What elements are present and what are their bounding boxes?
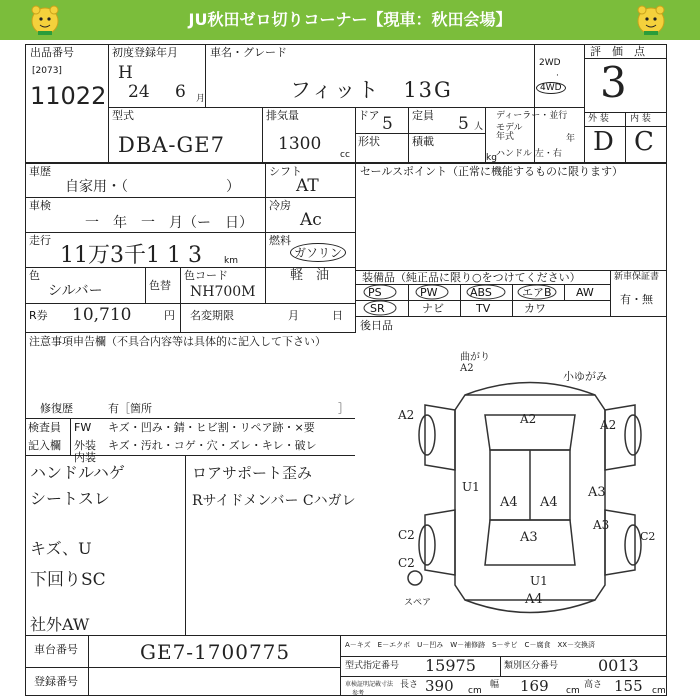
rule (265, 163, 266, 303)
handle-label: ハンドル 左・右 (496, 149, 562, 159)
recycle-unit: 円 (164, 309, 175, 322)
interior-value: C (634, 127, 654, 157)
diagram-top-right: 小ゆがみ (563, 370, 607, 383)
header-title: JU秋田ゼロ切りコーナー【現車：秋田会場】 (188, 10, 512, 29)
diagram-mark-8: A3 (520, 530, 538, 545)
remark-right-2: Rサイドメンバー Cハガレ (192, 493, 356, 509)
first-reg-label: 初度登録年月 (112, 46, 178, 59)
first-reg-month: 6 (175, 82, 186, 102)
diagram-mark-14: C2 (640, 530, 656, 543)
ac-value: Ac (300, 210, 322, 230)
rule (262, 108, 263, 162)
fuel-value-diesel: 軽 油 (290, 268, 330, 283)
mileage-value: 11万3千1 1 3 (60, 243, 202, 268)
diagram-mark-2: A2 (520, 412, 537, 426)
displacement-value: 1300 (278, 134, 322, 154)
repair-label: 修復歴 (40, 402, 73, 415)
diagram-mark-13: A4 (525, 592, 543, 607)
car-diagram (395, 350, 665, 630)
equipment-tv: TV (476, 302, 491, 315)
diagram-mark-5: A4 (500, 495, 518, 510)
dims-label: 車検証明記載寸法 (345, 681, 394, 688)
displacement-label: 排気量 (266, 109, 299, 122)
rule (25, 162, 667, 164)
displacement-unit: cc (340, 150, 350, 160)
rule (625, 112, 626, 162)
lot-label: 出品番号 (30, 46, 74, 59)
name-label: 車名・グレード (210, 46, 287, 59)
recycle-label: R券 (29, 309, 48, 322)
name-change-day: 日 (332, 309, 343, 322)
diagram-mark-12: U1 (530, 574, 548, 588)
diagram-mark-7: A3 (588, 485, 606, 500)
equipment-circles (362, 284, 662, 317)
inspector-fw: FW (74, 421, 92, 434)
type-spec-label: 型式指定番号 (345, 661, 400, 671)
inspector-entry-label: 記入欄 (28, 439, 61, 452)
reg-label: 登録番号 (34, 675, 78, 688)
type-spec-value: 15975 (425, 656, 476, 675)
equipment-label: 装備品（純正品に限り○をつけてください） (362, 271, 581, 284)
inspector-inside: 内装 (74, 451, 96, 464)
exterior-label: 外 装 (588, 114, 609, 124)
mileage-label: 走行 (29, 234, 51, 247)
name-change-month: 月 (288, 309, 299, 322)
equipment-sr: SR (370, 302, 385, 315)
chassis-value: GE7-1700775 (140, 640, 291, 664)
repair-value: 有［箇所 (108, 402, 152, 415)
class-label: 類別区分番号 (504, 661, 559, 671)
remark-left-1: ハンドルハゲ (30, 463, 125, 482)
new-car-value: 有・無 (620, 293, 653, 306)
capacity-unit: 人 (474, 122, 484, 132)
shift-value: AT (296, 176, 319, 196)
rule (408, 108, 409, 162)
rule (355, 108, 356, 162)
rule (25, 232, 355, 233)
length-label: 長さ (400, 680, 419, 690)
equipment-abs: ABS (470, 286, 492, 299)
width-label: 幅 (490, 680, 500, 690)
rule (500, 656, 501, 676)
rule (205, 44, 206, 108)
diagram-mark-1: A2 (398, 408, 415, 422)
model-year-unit: 年 (566, 134, 576, 144)
drive-dot: · (556, 71, 559, 81)
inspector-outside: 外装 (74, 439, 96, 452)
inspection-label: 車検 (29, 199, 51, 212)
colorcode-label: 色コード (184, 269, 228, 282)
colorcode-value: NH700M (190, 284, 256, 300)
shape-label: 形状 (358, 135, 380, 148)
rule (534, 107, 584, 108)
color-change-label: 色替 (149, 279, 171, 292)
history-label: 車歴 (29, 165, 51, 178)
height-value: 155 (614, 677, 643, 695)
diagram-mark-3: A2 (600, 418, 617, 432)
later-label: 後日品 (360, 319, 393, 332)
equipment-pw: PW (420, 286, 438, 299)
diagram-top-left: 曲がり A2 (460, 352, 490, 374)
diagram-mark-6: A4 (540, 495, 558, 510)
diagram-mark-9: A3 (593, 518, 610, 532)
load-unit: kg (486, 153, 497, 163)
rule (25, 197, 355, 198)
drive-4wd: 4WD (536, 82, 566, 94)
chassis-label: 車台番号 (34, 643, 78, 656)
rule (88, 635, 89, 696)
rule (185, 455, 186, 635)
name-change-label: 名変期限 (190, 309, 234, 322)
remark-left-5: 社外AW (30, 615, 90, 634)
caution-label: 注意事項申告欄（不具合内容等は具体的に記入して下さい） (29, 335, 326, 348)
width-value: 169 (520, 677, 549, 695)
fuel-value-gasoline: ガソリン (290, 243, 346, 262)
type-value: DBA-GE7 (118, 133, 225, 157)
capacity-value: 5 (458, 114, 469, 134)
inside-items: キズ・汚れ・コゲ・穴・ズレ・キレ・破レ (108, 439, 317, 452)
score-value: 3 (600, 58, 627, 107)
diagram-mark-4: U1 (462, 480, 480, 494)
recycle-value: 10,710 (72, 305, 132, 325)
length-value: 390 (425, 677, 454, 695)
score-label: 評 価 点 (590, 45, 645, 58)
fuel-label: 燃料 (269, 234, 291, 247)
mileage-unit: km (224, 256, 238, 266)
equipment-leather: カワ (524, 302, 546, 315)
lot-sub: [2073] (32, 66, 62, 76)
rule (584, 44, 585, 162)
inspection-value: 一 年 一 月（ー 日） (85, 215, 253, 231)
equipment-navi: ナビ (422, 302, 444, 315)
load-label: 積載 (412, 135, 434, 148)
sales-point-label: セールスポイント（正常に機能するものに限ります） (360, 165, 624, 178)
width-unit: cm (566, 686, 580, 696)
history-value: 自家用・（ ） (65, 179, 240, 195)
first-reg-year: 24 (128, 82, 150, 102)
dealer-label: ディーラー・並行 (496, 111, 568, 121)
remark-left-3: キズ、U (30, 539, 92, 558)
exterior-value: D (593, 127, 614, 157)
doors-label: ドア (358, 109, 380, 122)
rule (180, 267, 181, 332)
height-label: 高さ (584, 680, 603, 690)
equipment-aw: AW (576, 286, 594, 299)
outside-items: キズ・凹み・錆・ヒビ割・リペア跡・×要 (108, 421, 315, 434)
rule (25, 418, 355, 419)
height-unit: cm (652, 686, 666, 696)
equipment-ps: PS (368, 286, 382, 299)
rule (145, 267, 146, 303)
drive-2wd: 2WD (539, 58, 561, 68)
rule (355, 163, 356, 333)
rule (25, 667, 340, 668)
model-year-label: モデル 年式 (496, 123, 523, 142)
legend: A－キズ E－エクボ U－凹み W－補修跡 S－サビ C－腐食 XX－交換済 (345, 641, 596, 649)
color-value: シルバー (48, 283, 103, 299)
length-unit: cm (468, 686, 482, 696)
rule (70, 418, 71, 455)
capacity-label: 定員 (412, 109, 434, 122)
rule (25, 635, 667, 636)
new-car-label: 新車保証書 (614, 272, 660, 282)
class-value: 0013 (598, 656, 639, 675)
rule (340, 635, 341, 696)
spare-label: スペア (404, 598, 432, 608)
rule (108, 107, 534, 108)
inspector-check-label: 検査員 (28, 421, 61, 434)
rule (534, 44, 535, 162)
doors-value: 5 (382, 114, 393, 134)
rule (108, 44, 109, 162)
diagram-mark-10: C2 (398, 528, 415, 542)
equipment-airbag: エアB (522, 286, 552, 299)
remark-left-2: シートスレ (30, 489, 110, 508)
first-reg-era: H (118, 63, 133, 83)
ref-label: 参考 (352, 690, 365, 697)
name-value: フィット 13G (290, 78, 453, 102)
rule (25, 332, 355, 333)
shift-label: シフト (269, 165, 302, 178)
remark-right-1: ロアサポート歪み (192, 464, 313, 482)
lot-number: 11022 (30, 82, 107, 110)
mascot-right-icon (636, 4, 666, 36)
mascot-left-icon (30, 4, 60, 36)
remark-left-4: 下回りSC (30, 570, 106, 590)
interior-label: 内 装 (630, 114, 651, 124)
ac-label: 冷房 (269, 199, 291, 212)
rule (25, 303, 355, 304)
repair-close: ］ (338, 402, 349, 415)
month-unit: 月 (196, 94, 206, 104)
diagram-mark-11: C2 (398, 556, 415, 570)
type-label: 型式 (112, 109, 134, 122)
color-label: 色 (29, 269, 40, 282)
